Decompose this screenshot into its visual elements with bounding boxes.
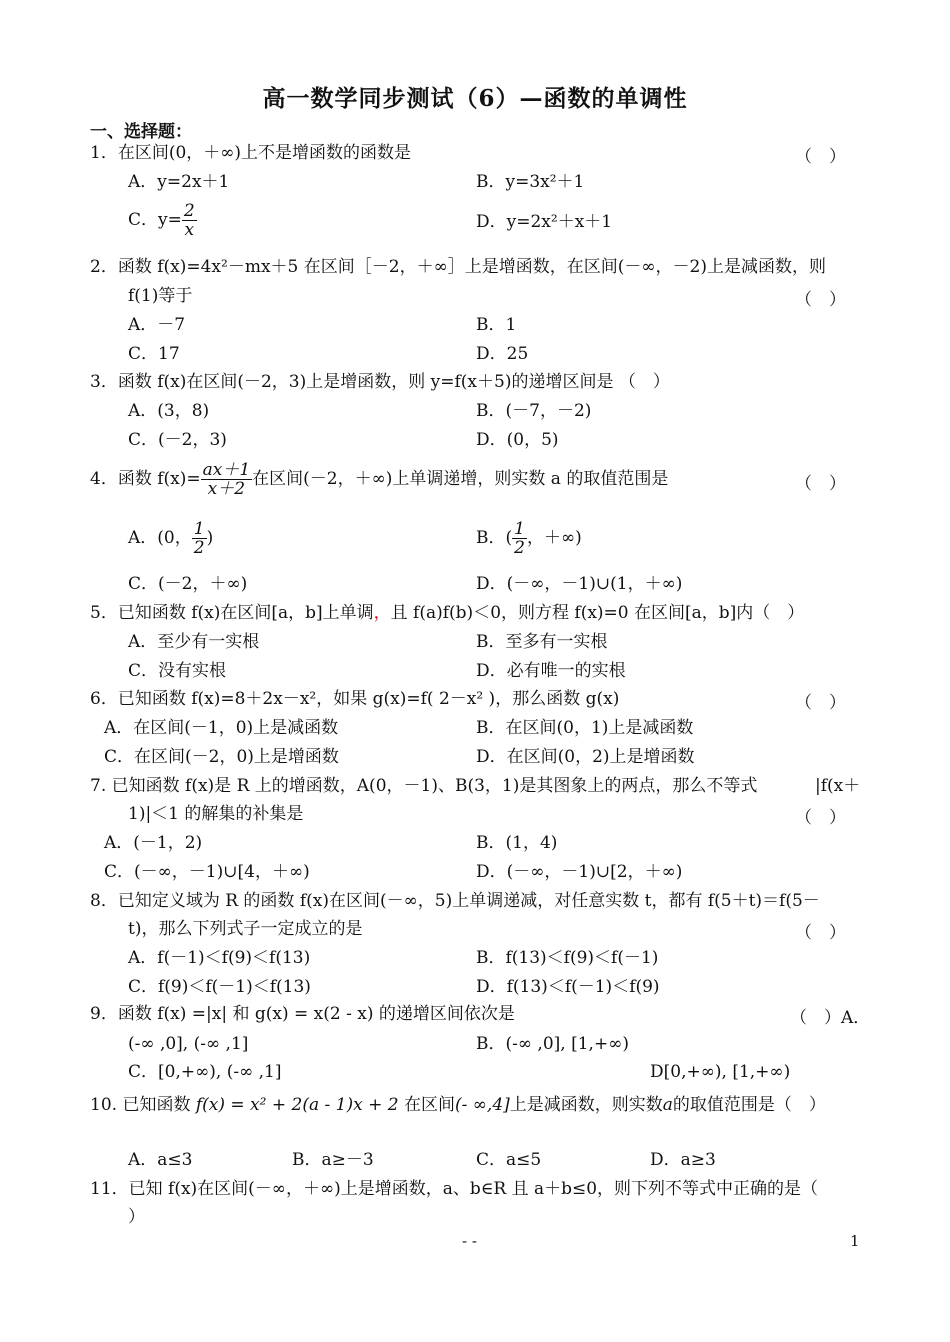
q3-stem: 3．函数 f(x)在区间(－2，3)上是增函数，则 y=f(x＋5)的递增区间是 （ ）	[90, 372, 670, 392]
q10-var: a	[662, 1095, 673, 1115]
q9-option-b: B．(-∞ ,0], [1,+∞)	[476, 1034, 629, 1054]
q9-paren-tail: （ ）A．	[790, 1008, 871, 1028]
q11-stem-line1: 11．已知 f(x)在区间(－∞，＋∞)上是增函数，a、b∈R 且 a＋b≤0，则下列不等式中正确的是（	[90, 1179, 819, 1199]
q8-stem-line2: t)，那么下列式子一定成立的是	[128, 919, 363, 939]
q4-fraction	[201, 461, 253, 498]
q6-stem: 6．已知函数 f(x)=8＋2x－x²，如果 g(x)=f( 2－x² )，那么函数 g(x)	[90, 689, 620, 709]
q1-answer-paren: （ ）	[795, 147, 846, 167]
q1-option-d: D．y=2x²＋x＋1	[476, 212, 613, 232]
q5-option-a: A．至少有一实根	[128, 632, 260, 652]
q1-option-c-fraction	[182, 202, 197, 239]
q10-suffix: 上是减函数，则实数	[509, 1095, 663, 1115]
q2-option-d: D．25	[476, 344, 529, 364]
q10-prefix: 10. 已知函数	[90, 1095, 191, 1115]
q6-option-c: C．在区间(－2，0)上是增函数	[104, 747, 339, 767]
q5-red-comma: ，	[373, 603, 391, 623]
q1-stem: 1．在区间(0，＋∞)上不是增函数的函数是	[90, 143, 412, 163]
q2-option-b: B．1	[476, 315, 517, 335]
page-title: 高一数学同步测试（6）—函数的单调性	[262, 85, 688, 112]
q7-option-b: B．(1，4)	[476, 833, 558, 853]
q2-answer-paren: （ ）	[795, 290, 846, 310]
q2-option-a: A．－7	[128, 315, 186, 335]
q3-option-d: D．(0，5)	[476, 430, 559, 450]
q4-b-numerator: 1	[514, 519, 525, 539]
q4-a-fraction	[192, 520, 207, 557]
q10-option-d: D．a≥3	[650, 1150, 716, 1170]
q6-option-b: B．在区间(0，1)上是减函数	[476, 718, 694, 738]
q1-option-a: A．y=2x＋1	[128, 172, 230, 192]
q4-a-prefix: A．(0，	[128, 528, 192, 548]
q5-stem-part2: 且 f(a)f(b)＜0，则方程 f(x)=0 在区间[a，b]内（ ）	[390, 603, 805, 623]
q4-denominator: x＋2	[207, 479, 246, 499]
q2-stem-line2: f(1)等于	[128, 286, 193, 306]
q9-option-d: D[0,+∞), [1,+∞)	[650, 1062, 791, 1082]
q10-tail: 的取值范围是（ ）	[672, 1095, 826, 1115]
q3-option-b: B．(－7，－2)	[476, 401, 592, 421]
q4-option-c: C．(－2，＋∞)	[128, 574, 248, 594]
q5-option-b: B．至多有一实根	[476, 632, 608, 652]
q7-stem-line2: 1)|＜1 的解集的补集是	[128, 804, 304, 824]
q5-stem	[90, 602, 804, 624]
q5-stem-part1: 5．已知函数 f(x)在区间[a，b]上单调	[90, 603, 374, 623]
q7-stem-line1-tail: |f(x＋	[815, 776, 861, 796]
q7-option-a: A．(－1，2)	[104, 833, 203, 853]
q3-option-a: A．(3，8)	[128, 401, 210, 421]
q6-answer-paren: （ ）	[795, 693, 846, 713]
q4-a-denominator: 2	[193, 538, 205, 558]
q10-mid: 在区间	[403, 1095, 455, 1115]
q4-stem-suffix: 在区间(－2，＋∞)上单调递增，则实数 a 的取值范围是	[252, 469, 669, 489]
footer-dash: - -	[462, 1232, 477, 1250]
q7-answer-paren: （ ）	[795, 808, 846, 828]
q1-option-c	[128, 202, 197, 239]
q10-interval: (- ∞,4]	[454, 1095, 510, 1115]
q10-option-c: C．a≤5	[476, 1150, 542, 1170]
section-heading: 一、选择题：	[90, 122, 192, 142]
q1-c-denominator: x	[184, 220, 195, 240]
q1-option-b: B．y=3x²＋1	[476, 172, 585, 192]
q4-b-denominator: 2	[514, 538, 525, 558]
q4-numerator: ax＋1	[202, 460, 251, 480]
q11-stem-line2: ）	[128, 1207, 145, 1227]
q4-b-fraction	[512, 520, 527, 557]
q10-option-b: B．a≥－3	[292, 1150, 374, 1170]
q6-option-a: A．在区间(－1，0)上是减函数	[104, 718, 339, 738]
q8-option-c: C．f(9)＜f(－1)＜f(13)	[128, 977, 311, 997]
q8-option-b: B．f(13)＜f(9)＜f(－1)	[476, 948, 659, 968]
q9-option-c: C．[0,+∞), (-∞ ,1]	[128, 1062, 282, 1082]
q8-option-d: D．f(13)＜f(－1)＜f(9)	[476, 977, 660, 997]
q1-option-c-label: C．y=	[128, 210, 182, 230]
q8-option-a: A．f(－1)＜f(9)＜f(13)	[128, 948, 311, 968]
q1-c-numerator: 2	[183, 201, 195, 221]
q4-a-suffix: )	[206, 528, 214, 548]
q10-stem	[90, 1094, 826, 1116]
q5-option-c: C．没有实根	[128, 661, 227, 681]
q4-option-d: D．(－∞，－1)∪(1，＋∞)	[476, 574, 683, 594]
q2-stem-line1: 2．函数 f(x)=4x²－mx＋5 在区间［－2，＋∞］上是增函数，在区间(－∞，－2)上是减函数，则	[90, 257, 826, 277]
q8-stem-line1: 8．已知定义域为 R 的函数 f(x)在区间(－∞，5)上单调递减，对任意实数 t，都有 f(5＋t)＝f(5－	[90, 891, 820, 911]
q4-option-a	[128, 518, 213, 558]
q4-answer-paren: （ ）	[795, 474, 846, 494]
q10-formula: f(x) = x² + 2(a - 1)x + 2	[195, 1095, 399, 1115]
q9-option-a: (-∞ ,0], (-∞ ,1]	[128, 1034, 249, 1054]
q8-answer-paren: （ ）	[795, 923, 846, 943]
q10-option-a: A．a≤3	[128, 1150, 193, 1170]
q9-stem: 9．函数 f(x) =|x| 和 g(x) = x(2 - x) 的递增区间依次是	[90, 1004, 515, 1024]
page-number: 1	[850, 1232, 860, 1250]
q6-option-d: D．在区间(0，2)上是增函数	[476, 747, 695, 767]
q4-a-numerator: 1	[193, 519, 205, 539]
q2-option-c: C．17	[128, 344, 180, 364]
q4-option-b	[476, 518, 582, 558]
q4-b-suffix: ，＋∞)	[526, 528, 582, 548]
q7-option-d: D．(－∞，－1)∪[2，＋∞)	[476, 862, 683, 882]
q7-stem-line1: 7. 已知函数 f(x)是 R 上的增函数，A(0，－1)、B(3，1)是其图象上的两点，那么不等式	[90, 776, 758, 796]
q3-option-c: C．(－2，3)	[128, 430, 227, 450]
q4-b-prefix: B．(	[476, 528, 513, 548]
q4-stem	[90, 459, 668, 499]
q4-stem-prefix: 4．函数 f(x)=	[90, 469, 201, 489]
q5-option-d: D．必有唯一的实根	[476, 661, 626, 681]
q7-option-c: C．(－∞，－1)∪[4，＋∞)	[104, 862, 310, 882]
